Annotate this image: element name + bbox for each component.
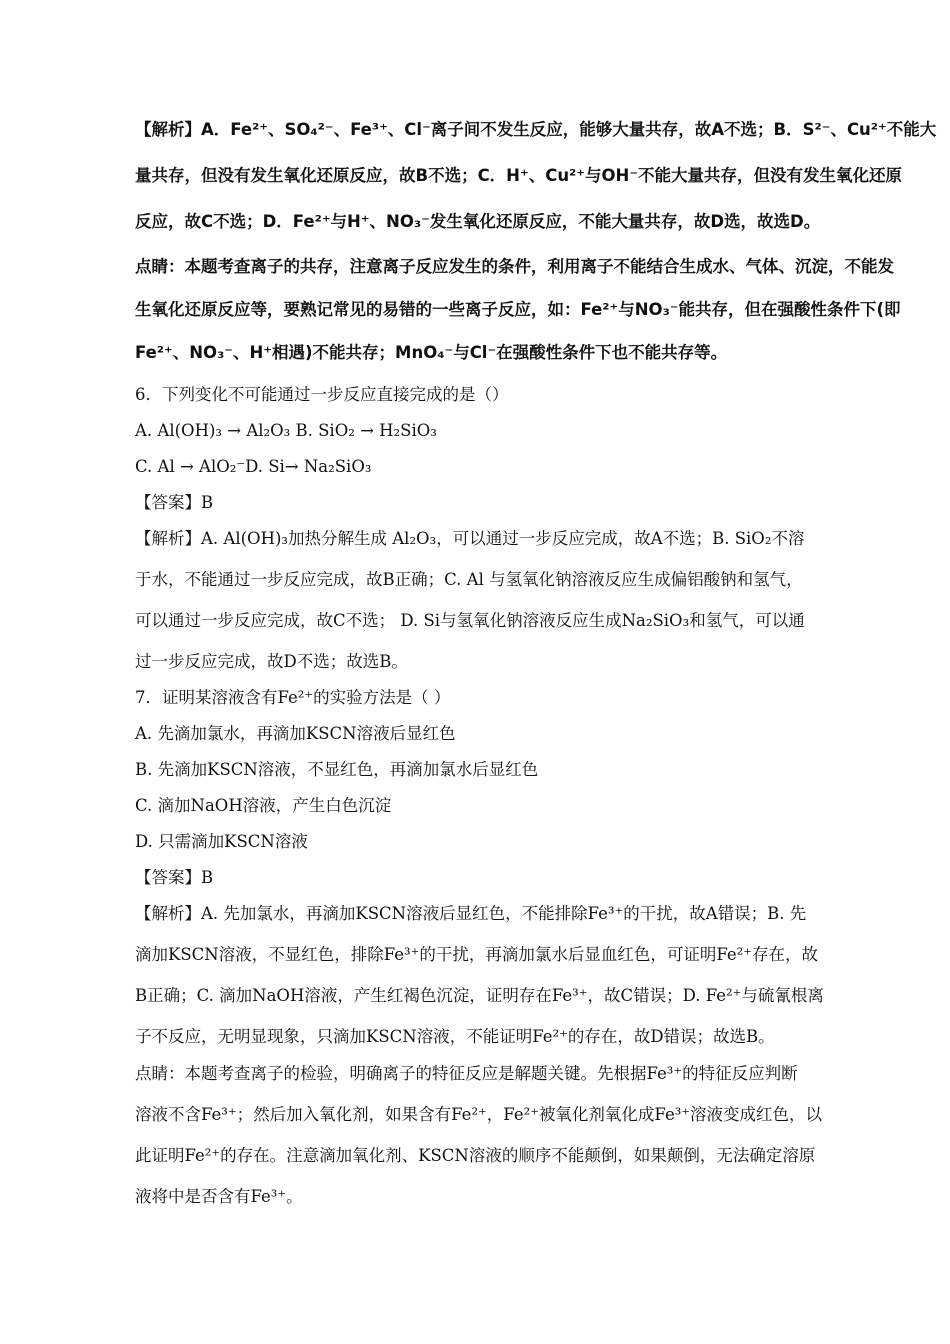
q7-option-a: A. 先滴加氯水，再滴加KSCN溶液后显红色 xyxy=(135,724,456,743)
q6-options-cd: C. Al → AlO₂⁻D. Si→ Na₂SiO₃ xyxy=(135,457,372,476)
note-line-3: Fe²⁺、NO₃⁻、H⁺相遇)不能共存；MnO₄⁻与Cl⁻在强酸性条件下也不能共存等。 xyxy=(135,343,728,362)
analysis-line-3: 反应，故C不选；D．Fe²⁺与H⁺、NO₃⁻发生氧化还原反应，不能大量共存，故D选，故选D。 xyxy=(135,212,821,231)
q6-analysis-4: 过一步反应完成，故D不选；故选B。 xyxy=(135,652,408,671)
q6-analysis-3: 可以通过一步反应完成，故C不选； D. Si与氢氧化钠溶液反应生成Na₂SiO₃和氢气，可以通 xyxy=(135,611,805,630)
q6-answer: 【答案】B xyxy=(135,493,214,512)
q7-option-b: B. 先滴加KSCN溶液，不显红色，再滴加氯水后显红色 xyxy=(135,760,539,779)
q6-analysis-2: 于水，不能通过一步反应完成，故B正确；C. Al 与氢氧化钠溶液反应生成偏铝酸钠和氢气， xyxy=(135,570,803,589)
q7-note-1: 点睛：本题考查离子的检验，明确离子的特征反应是解题关键。先根据Fe³⁺的特征反应判断 xyxy=(135,1064,798,1083)
q7-note-4: 液将中是否含有Fe³⁺。 xyxy=(135,1187,303,1206)
q7-option-c: C. 滴加NaOH溶液，产生白色沉淀 xyxy=(135,796,392,815)
analysis-line-1: 【解析】A．Fe²⁺、SO₄²⁻、Fe³⁺、Cl⁻离子间不发生反应，能够大量共存，故A不选；B．S²⁻、Cu²⁺不能大 xyxy=(135,120,937,139)
q7-note-2: 溶液不含Fe³⁺；然后加入氧化剂，如果含有Fe²⁺，Fe²⁺被氧化剂氧化成Fe³⁺溶液变成红色，以 xyxy=(135,1105,823,1124)
note-line-1: 点睛：本题考查离子的共存，注意离子反应发生的条件，利用离子不能结合生成水、气体、沉淀，不能发 xyxy=(135,257,894,276)
analysis-line-2: 量共存，但没有发生氧化还原反应，故B不选；C．H⁺、Cu²⁺与OH⁻不能大量共存，但没有发生氧化还原 xyxy=(135,166,903,185)
q7-analysis-4: 子不反应，无明显现象，只滴加KSCN溶液，不能证明Fe²⁺的存在，故D错误；故选B。 xyxy=(135,1027,775,1046)
q6-analysis-1: 【解析】A. Al(OH)₃加热分解生成 Al₂O₃，可以通过一步反应完成，故A不选；B. SiO₂不溶 xyxy=(135,529,805,548)
q7-stem: 7．证明某溶液含有Fe²⁺的实验方法是（ ） xyxy=(135,688,451,707)
q6-options-ab: A. Al(OH)₃ → Al₂O₃ B. SiO₂ → H₂SiO₃ xyxy=(135,421,437,440)
q6-stem: 6．下列变化不可能通过一步反应直接完成的是（） xyxy=(135,385,509,404)
q7-analysis-2: 滴加KSCN溶液，不显红色，排除Fe³⁺的干扰，再滴加氯水后显血红色，可证明Fe²⁺存在，故 xyxy=(135,945,818,964)
q7-note-3: 此证明Fe²⁺的存在。注意滴加氧化剂、KSCN溶液的顺序不能颠倒，如果颠倒，无法确定溶原 xyxy=(135,1146,816,1165)
q7-answer: 【答案】B xyxy=(135,868,214,887)
q7-analysis-3: B正确；C. 滴加NaOH溶液，产生红褐色沉淀，证明存在Fe³⁺，故C错误；D. Fe²⁺与硫氰根离 xyxy=(135,986,824,1005)
q7-analysis-1: 【解析】A. 先加氯水，再滴加KSCN溶液后显红色，不能排除Fe³⁺的干扰，故A错误；B. 先 xyxy=(135,904,807,923)
q7-option-d: D. 只需滴加KSCN溶液 xyxy=(135,832,308,851)
note-line-2: 生氧化还原反应等，要熟记常见的易错的一些离子反应，如：Fe²⁺与NO₃⁻能共存，但在强酸性条件下(即 xyxy=(135,300,901,319)
